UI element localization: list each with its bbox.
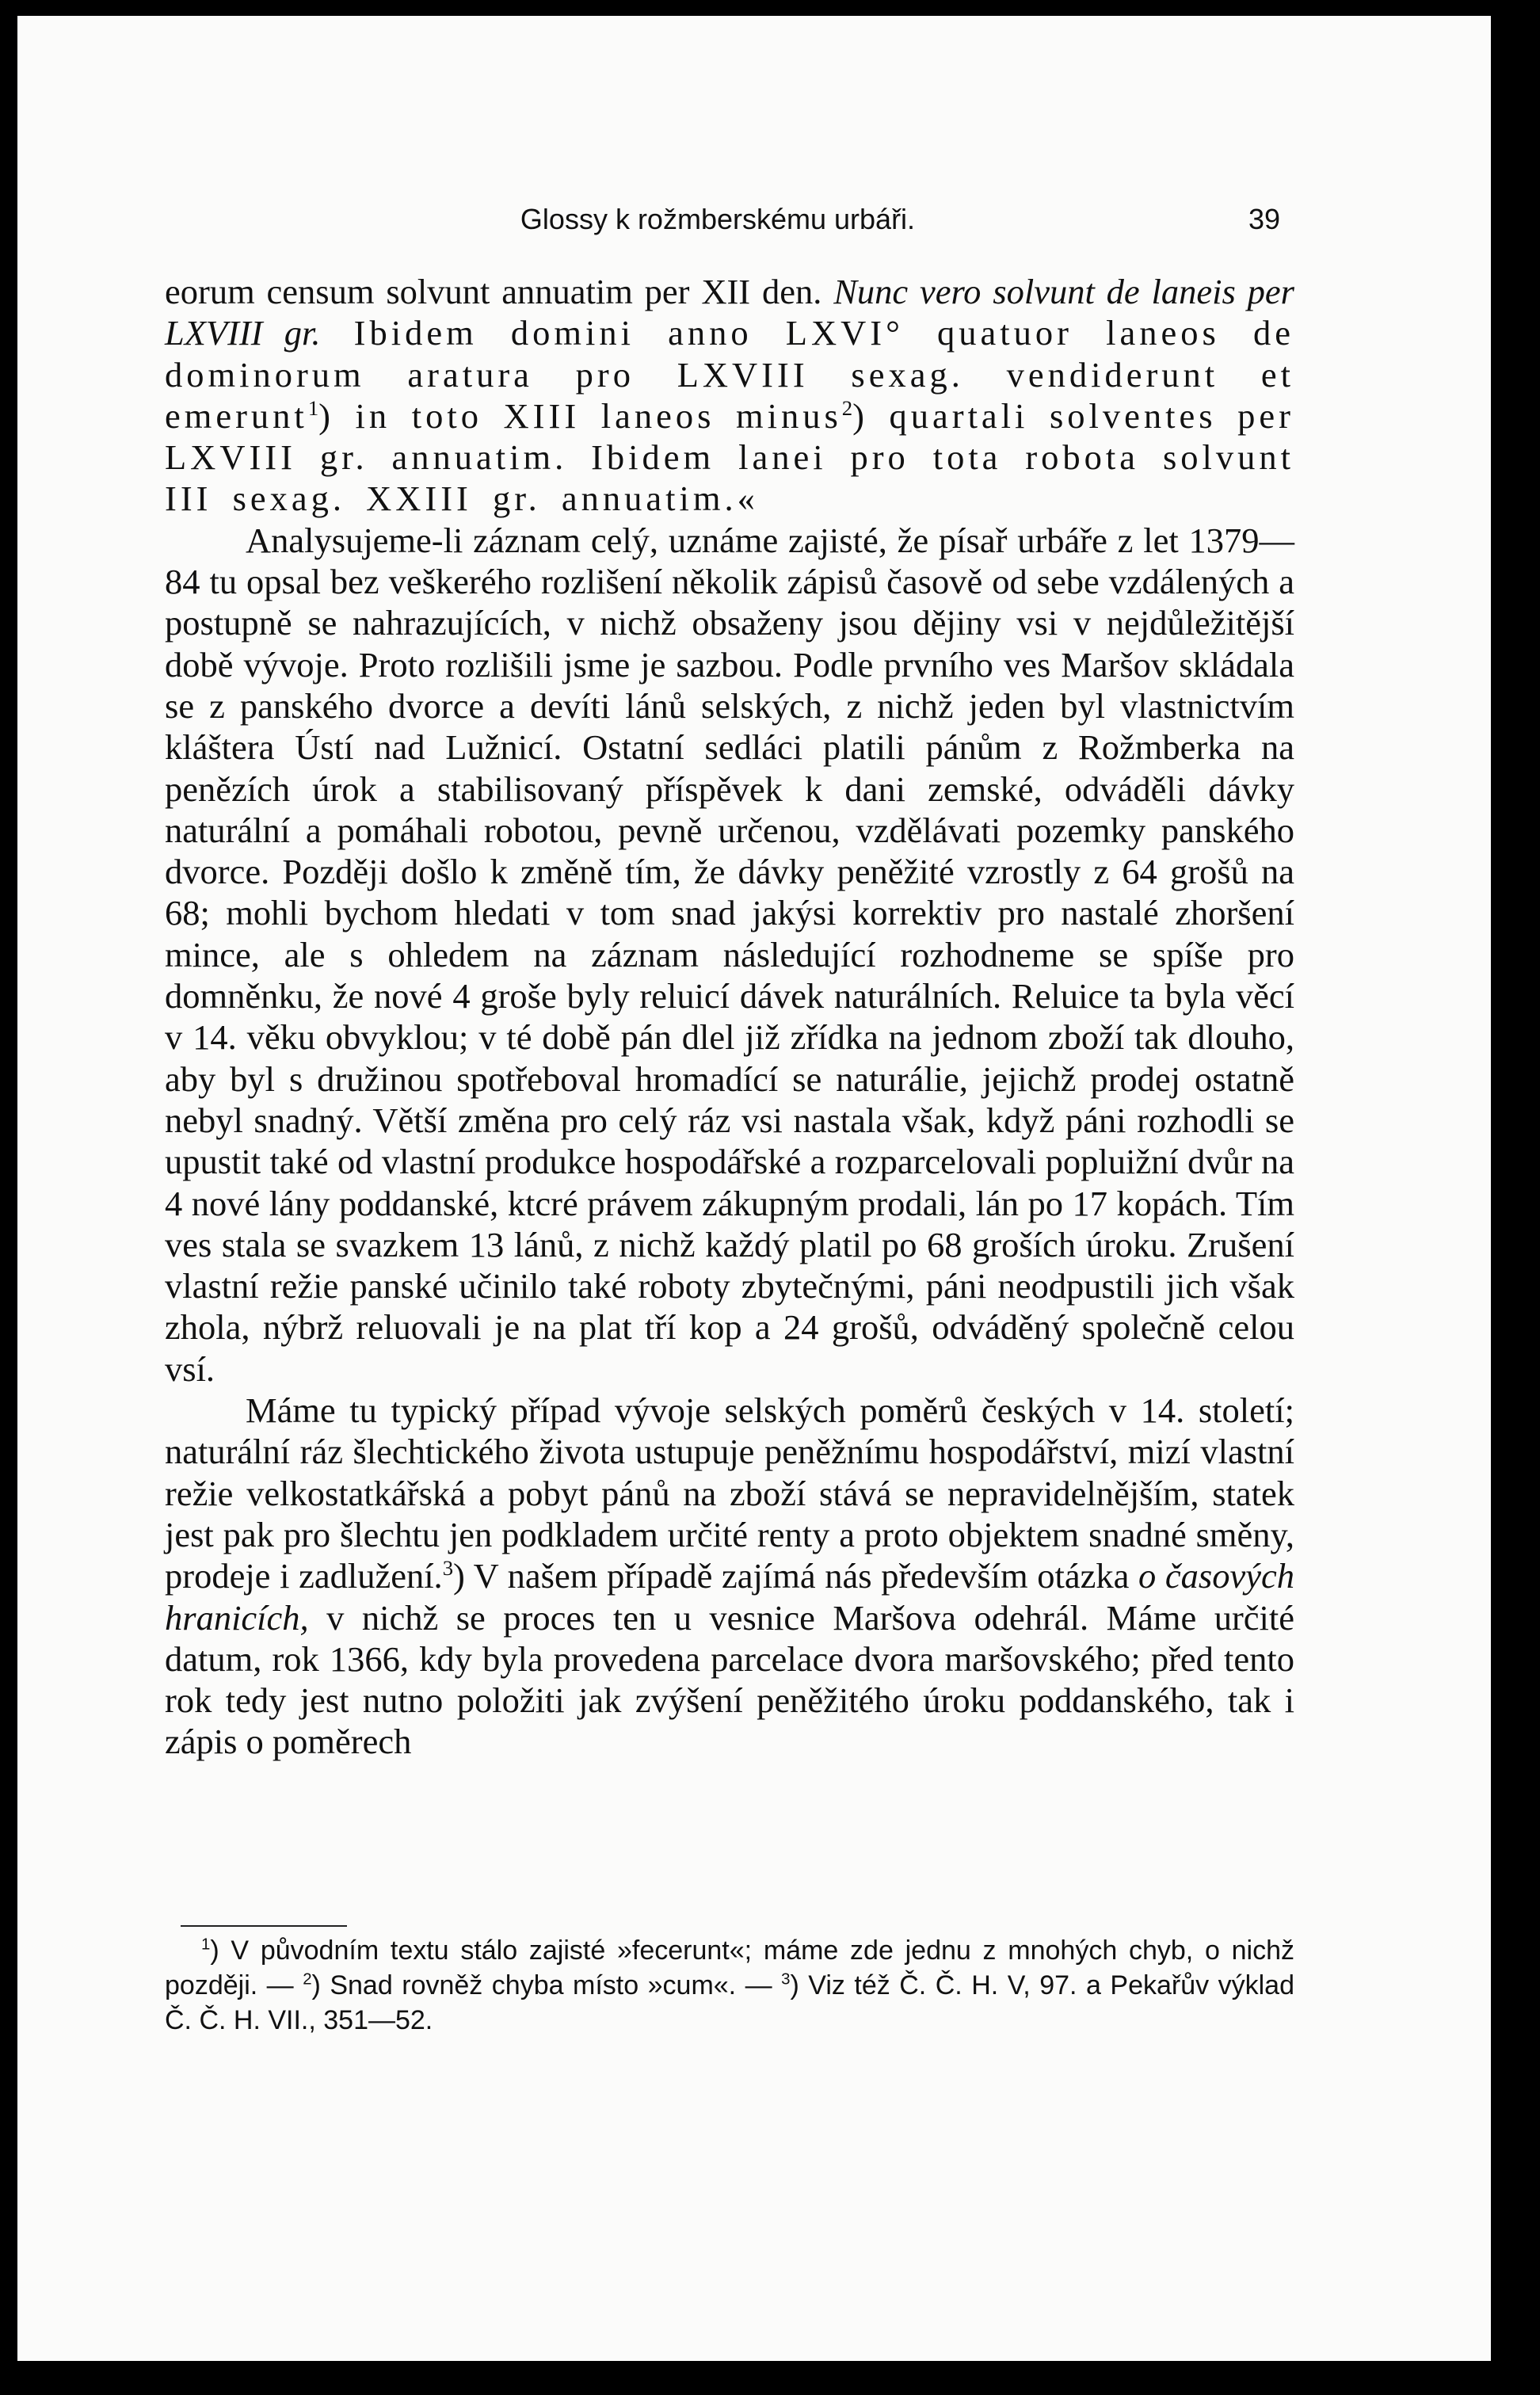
latin-quote-italic: Nunc vero solvunt de laneis per LXVIII gr. <box>165 272 1295 353</box>
latin-quote <box>165 271 1294 520</box>
body-text <box>165 271 1294 1763</box>
latin-quote-spaced-a: Ibidem domini anno LXVI° quatuor laneos de dominorum aratura pro LXVIII sexag. vendiderunt et emerunt <box>165 313 1294 436</box>
footnote-mark-2: 2 <box>303 1970 312 1989</box>
paragraph-typical-case-part2: ) V našem případě zajímá nás především otázka <box>453 1556 1139 1596</box>
paragraph-typical-case-italic: o časových hranicích, <box>165 1556 1294 1638</box>
footnote-divider <box>181 1925 347 1927</box>
paragraph-typical-case-part1: Máme tu typický případ vývoje selských poměrů českých v 14. století; naturální ráz šlechtického života ustupuje peněžnímu hospodářství, mizí vlastní režie velkostatkářská a pobyt pánů na zboží stává se nepravidelnějším, statek jest pak pro šlechtu jen podkladem určité renty a proto objektem snadné směny, prodeje i zadlužení. <box>165 1390 1294 1596</box>
paragraph-typical-case <box>165 1390 1294 1763</box>
footnote-3: ) Viz též Č. Č. H. V, 97. a Pekařův výklad Č. Č. H. VII., 351—52. <box>165 1970 1294 2035</box>
footnote-ref-2: 2 <box>841 396 853 421</box>
running-title: Glossy k rožmberskému urbáři. <box>520 203 916 235</box>
footnote-1: ) V původním textu stálo zajisté »fecerunt«; máme zde jednu z mnohých chyb, o nichž později. — <box>165 1935 1294 2000</box>
footnote-mark-1: 1 <box>201 1935 211 1954</box>
latin-quote-spaced-c: ) quartali solventes per LXVIII gr. annuatim. Ibidem lanei pro tota robota solvunt III sexag. XXIII gr. annuatim.« <box>165 395 1294 519</box>
footnote-ref-3: 3 <box>442 1556 454 1581</box>
page-header <box>155 203 1280 250</box>
footnote-ref-1: 1 <box>307 396 319 421</box>
paragraph-typical-case-part3: v nichž se proces ten u vesnice Maršova odehrál. Máme určité datum, rok 1366, kdy byla provedena parcelace dvora maršovského; před tento rok tedy jest nutno položiti jak zvýšení peněžitého úroku poddanského, tak i zápis o poměrech <box>165 1597 1294 1762</box>
latin-quote-spaced-b: ) in toto XIII laneos minus <box>318 395 842 436</box>
page-number: 39 <box>1248 203 1280 235</box>
footnote-mark-3: 3 <box>781 1970 791 1989</box>
footnotes <box>165 1933 1294 2038</box>
latin-quote-start: eorum censum solvunt annuatim per XII den. <box>165 272 834 311</box>
footnote-2: ) Snad rovněž chyba místo »cum«. — <box>311 1970 782 2000</box>
paragraph-analysis: Analysujeme-li záznam celý, uznáme zajisté, že písař urbáře z let 1379—84 tu opsal bez veškerého rozlišení několik zápisů časově od sebe vzdálených a postupně se nahrazujících, v nichž obsaženy jsou dějiny vsi v nejdůležitější době vývoje. Proto rozlišili jsme je sazbou. Podle prvního ves Maršov skládala se z panského dvorce a devíti lánů selských, z nichž jeden byl vlastnictvím kláštera Ústí nad Lužnicí. Ostatní sedláci platili pánům z Rožmberka na penězích úrok a stabilisovaný příspěvek k dani zemské, odváděli dávky naturální a pomáhali robotou, pevně určenou, vzdělávati pozemky panského dvorce. Později došlo k změně tím, že dávky peněžité vzrostly z 64 grošů na 68; mohli bychom hledati v tom snad jakýsi korrektiv pro nastalé zhoršení mince, ale s ohledem na záznam následující rozhodneme se spíše pro domněnku, že nové 4 groše byly reluicí dávek naturálních. Reluice ta byla věcí v 14. věku obvyklou; v té době pán dlel již zřídka na jednom zboží tak dlouho, aby byl s družinou spotřeboval hromadící se naturálie, jejichž prodej ostatně nebyl snadný. Větší změna pro celý ráz vsi nastala však, když páni rozhodli se upustit také od vlastní produkce hospodářské a rozparcelovali popluižní dvůr na 4 nové lány poddanské, ktcré právem zákupným prodali, lán po 17 kopách. Tím ves stala se svazkem 13 lánů, z nichž každý platil po 68 groších úroku. Zrušení vlastní režie panské učinilo také roboty zbytečnými, páni neodpustili jich však zhola, nýbrž reluovali je na plat tří kop a 24 grošů, odváděný společně celou vsí. <box>165 520 1294 1389</box>
